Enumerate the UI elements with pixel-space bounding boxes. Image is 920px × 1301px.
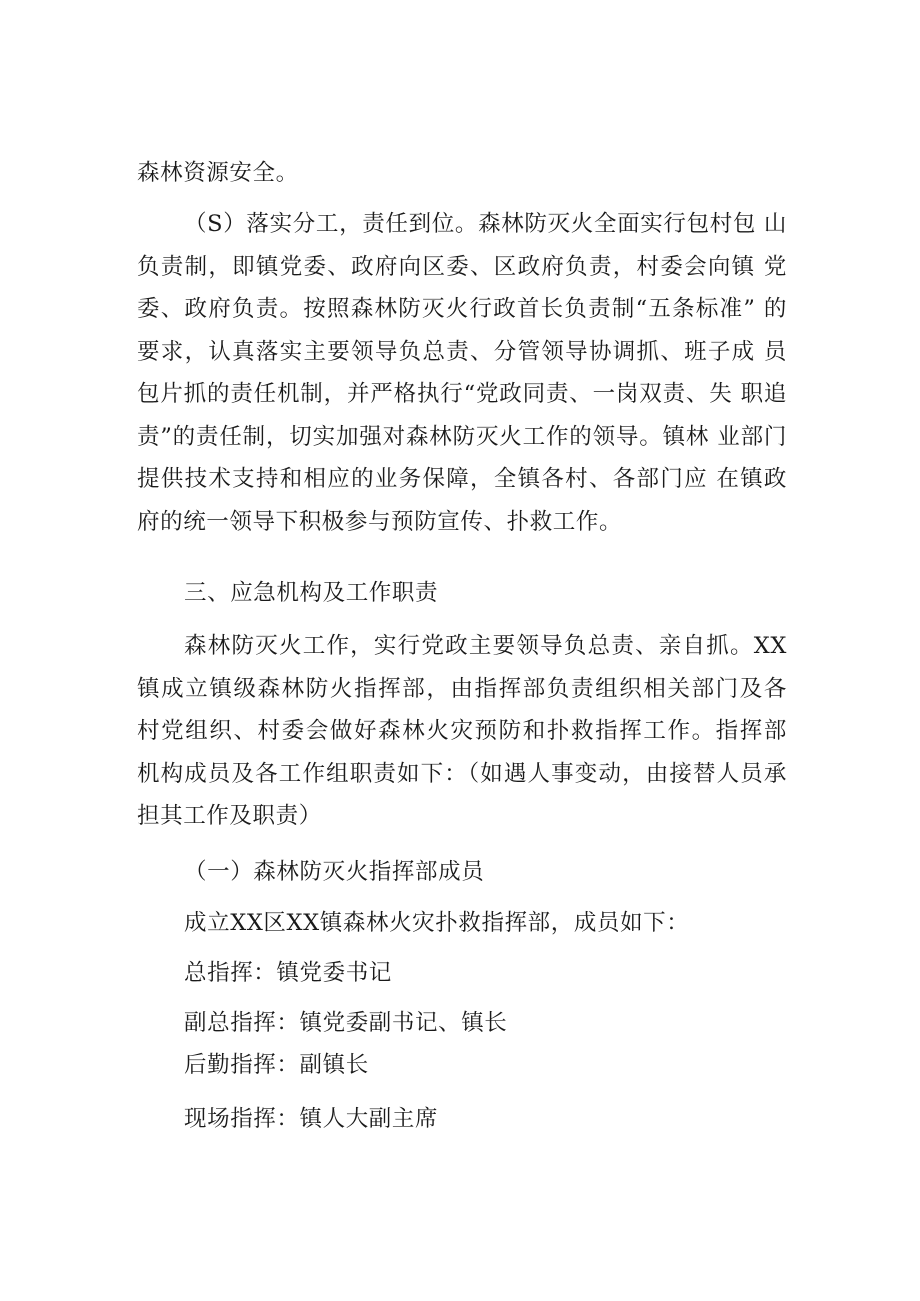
member-logistics-commander: 后勤指挥：副镇长 [184, 1052, 369, 1078]
section-heading: 三、应急机构及工作职责 [184, 580, 439, 606]
member-deputy-commander: 副总指挥：镇党委副书记、镇长 [184, 1010, 508, 1036]
paragraph-organization: 森林防灭火工作，实行党政主要领导负总责、亲自抓。XX 镇成立镇级森林防火指挥部，由指挥部负责组织相关部门及各 村党组织、村委会做好森林火灾预防和扑救指挥工作。指挥部 机构成员及各工作组职责如下：（如遇人事变动，由接替人员承 担其工作及职责） [137, 633, 787, 829]
paragraph-responsibility: （S）落实分工，责任到位。森林防灭火全面实行包村包 山负责制，即镇党委、政府向区委、区政府负责，村委会向镇 党委、政府负责。按照森林防灭火行政首长负责制“五条标准” 的要求，认真落实主要领导负总责、分管领导协调抓、班子成 员包片抓的责任机制，并严格执行“党政同责、一岗双责、失 职追责”的责任制，切实加强对森林防灭火工作的领导。镇林 业部门提供技术支持和相应的业务保障，全镇各村、各部门应 在镇政府的统一领导下积极参与预防宣传、扑救工作。 [137, 211, 787, 535]
members-intro: 成立XX区XX镇森林火灾扑救指挥部，成员如下： [184, 910, 690, 936]
member-commander: 总指挥：镇党委书记 [184, 960, 392, 986]
paragraph-continuation: 森林资源安全。 [137, 160, 299, 186]
member-field-commander: 现场指挥：镇人大副主席 [184, 1106, 439, 1132]
subsection-heading: （一）森林防灭火指挥部成员 [184, 859, 485, 885]
